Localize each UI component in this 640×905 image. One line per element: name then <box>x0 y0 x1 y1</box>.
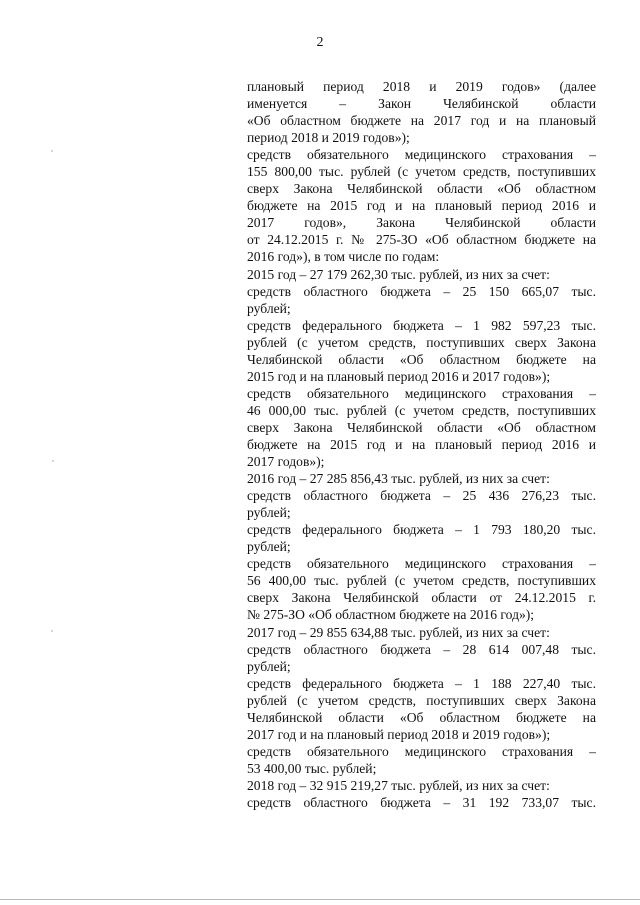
text-line: Челябинской области «Об областном бюджете на <box>247 351 596 367</box>
text-line: рублей; <box>247 539 291 555</box>
text-line: бюджете на 2015 год и на плановый период 2016 и <box>247 198 596 214</box>
text-line: средств обязательного медицинского страхования – <box>247 743 596 759</box>
scan-speck <box>52 460 54 462</box>
text-line: 2017 годов», Закона Челябинской области <box>247 215 596 231</box>
text-line: средств областного бюджета – 28 614 007,48 тыс. <box>247 641 596 657</box>
text-line: средств обязательного медицинского страхования – <box>247 385 596 401</box>
text-line: 155 800,00 тыс. рублей (с учетом средств, поступивших <box>247 164 596 180</box>
text-line: рублей; <box>247 300 291 316</box>
text-line: средств областного бюджета – 25 436 276,23 тыс. <box>247 488 596 504</box>
text-line: 2016 год»), в том числе по годам: <box>247 249 440 265</box>
text-line: 2017 год – 29 855 634,88 тыс. рублей, из них за счет: <box>247 624 550 640</box>
text-line: сверх Закона Челябинской области «Об областном <box>247 181 596 197</box>
text-line: средств федерального бюджета – 1 982 597,23 тыс. <box>247 317 596 333</box>
text-line: 2015 год – 27 179 262,30 тыс. рублей, из них за счет: <box>247 266 550 282</box>
page-number: 2 <box>316 35 324 50</box>
text-line: 2018 год – 32 915 219,27 тыс. рублей, из них за счет: <box>247 777 550 793</box>
text-line: средств областного бюджета – 25 150 665,07 тыс. <box>247 283 596 299</box>
text-line: сверх Закона Челябинской области «Об областном <box>247 419 596 435</box>
text-line: Челябинской области «Об областном бюджете на <box>247 709 596 725</box>
text-line: рублей; <box>247 658 291 674</box>
text-line: средств областного бюджета – 31 192 733,07 тыс. <box>247 794 596 810</box>
document-body <box>247 78 596 811</box>
text-line: 46 000,00 тыс. рублей (с учетом средств, поступивших <box>247 402 596 418</box>
scan-speck <box>51 150 53 152</box>
text-line: сверх Закона Челябинской области от 24.12.2015 г. <box>247 590 596 606</box>
text-line: 2017 годов»); <box>247 454 325 470</box>
text-line: средств федерального бюджета – 1 793 180,20 тыс. <box>247 522 596 538</box>
text-line: средств обязательного медицинского страхования – <box>247 147 596 163</box>
text-line: 2016 год – 27 285 856,43 тыс. рублей, из них за счет: <box>247 471 550 487</box>
text-line: бюджете на 2015 год и на плановый период 2016 и <box>247 436 596 452</box>
page-bottom-edge <box>0 899 640 900</box>
text-line: 2015 год и на плановый период 2016 и 2017 годов»); <box>247 368 551 384</box>
text-line: плановый период 2018 и 2019 годов» (далее <box>247 79 596 94</box>
text-line: 53 400,00 тыс. рублей; <box>247 760 377 776</box>
text-line: № 275-ЗО «Об областном бюджете на 2016 год»); <box>247 607 535 623</box>
text-line: период 2018 и 2019 годов»); <box>247 130 410 146</box>
text-line: 2017 год и на плановый период 2018 и 2019 годов»); <box>247 726 551 742</box>
text-line: «Об областном бюджете на 2017 год и на плановый <box>247 113 596 129</box>
scan-speck <box>51 630 53 632</box>
text-line: от 24.12.2015 г. № 275-ЗО «Об областном бюджете на <box>247 232 596 248</box>
text-line: рублей; <box>247 505 291 521</box>
text-line: средств федерального бюджета – 1 188 227,40 тыс. <box>247 675 596 691</box>
text-line: 56 400,00 тыс. рублей (с учетом средств, поступивших <box>247 573 596 589</box>
text-line: средств обязательного медицинского страхования – <box>247 556 596 572</box>
text-line: рублей (с учетом средств, поступивших сверх Закона <box>247 692 596 708</box>
text-line: рублей (с учетом средств, поступивших сверх Закона <box>247 334 596 350</box>
text-line: именуется – Закон Челябинской области <box>247 96 596 112</box>
